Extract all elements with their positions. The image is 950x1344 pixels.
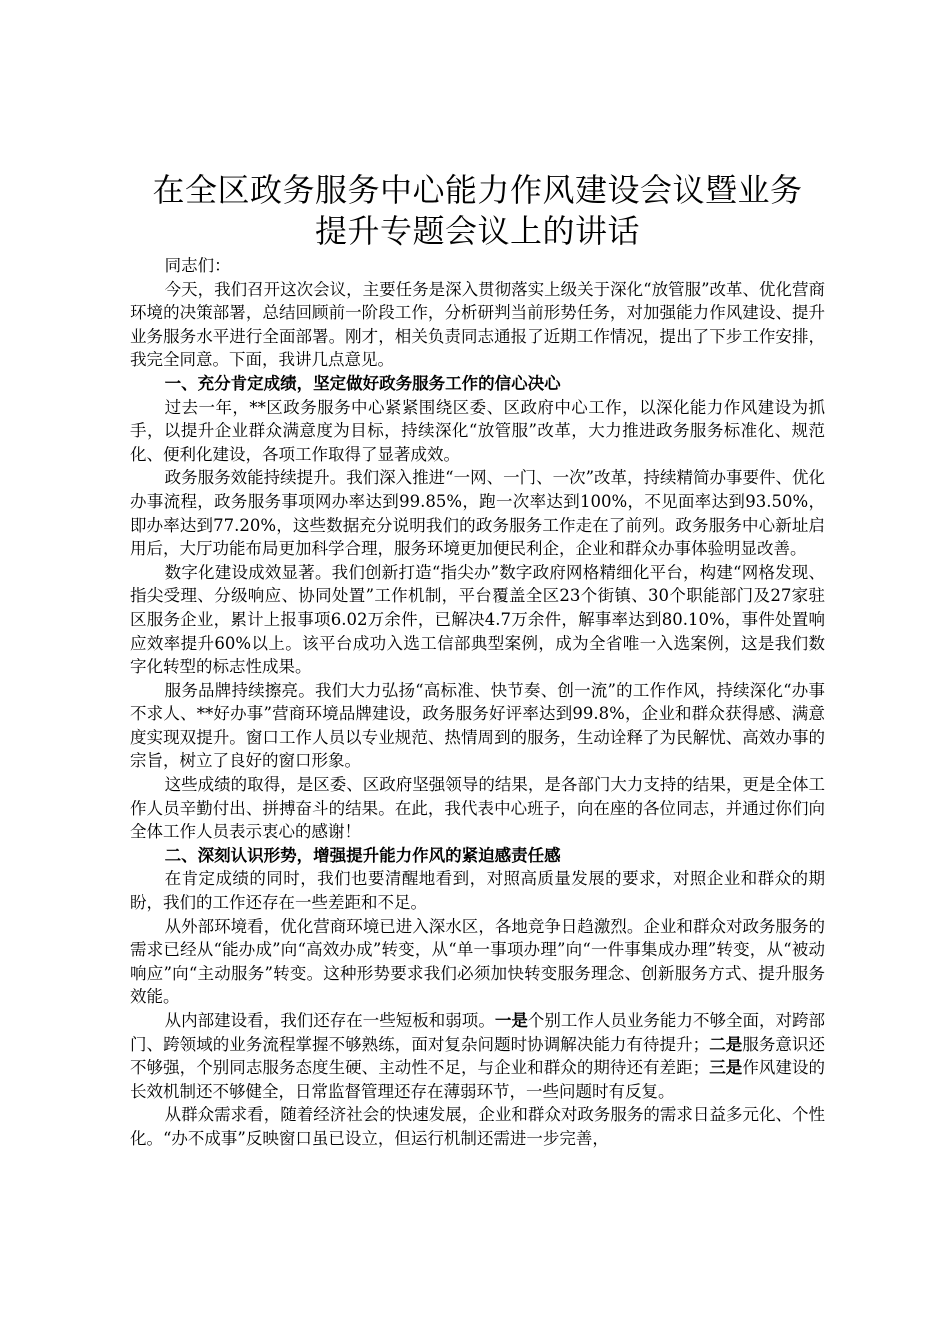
section-1-paragraph-2: 政务服务效能持续提升。我们深入推进“一网、一门、一次”改革，持续精简办事要件、优化办事流程，政务服务事项网办率达到99.85%，跑一次率达到100%，不见面率达到93.50%，即办率达到77.20%，这些数据充分说明我们的政务服务工作走在了前列。政务服务中心新址启用后，大厅功能布局更加科学合理，服务环境更加便民利企，企业和群众办事体验明显改善。 bbox=[130, 468, 826, 559]
point-2-lead: 二是 bbox=[709, 1034, 743, 1054]
section-2-paragraph-1: 在肯定成绩的同时，我们也要清醒地看到，对照高质量发展的要求，对照企业和群众的期盼，我们的工作还存在一些差距和不足。 bbox=[130, 869, 825, 913]
point-3-text: 作风建设的长效机制还不够健全，日常监督管理还存在薄弱环节，一些问题时有反复。 bbox=[130, 1058, 826, 1101]
section-2-paragraph-4: 从群众需求看，随着经济社会的快速发展，企业和群众对政务服务的需求日益多元化、个性化。“办不成事”反映窗口虽已设立，但运行机制还需进一步完善， bbox=[130, 1105, 825, 1148]
section-1-paragraph-1: 过去一年，**区政务服务中心紧紧围绕区委、区政府中心工作，以深化能力作风建设为抓手，以提升企业群众满意度为目标，持续深化“放管服”改革，大力推进政务服务标准化、规范化、便利化建设，各项工作取得了显著成效。 bbox=[130, 397, 825, 464]
document-title bbox=[130, 170, 825, 252]
point-1-lead: 一是 bbox=[494, 1011, 528, 1030]
title-line-1: 在全区政务服务中心能力作风建设会议暨业务 bbox=[152, 171, 803, 209]
title-line-2: 提升专题会议上的讲话 bbox=[314, 212, 640, 250]
intro-paragraph: 今天，我们召开这次会议，主要任务是深入贯彻落实上级关于深化“放管服”改革、优化营商环境的决策部署，总结回顾前一阶段工作，分析研判当前形势任务，对加强能力作风建设、提升业务服务水平进行全面部署。刚才，相关负责同志通报了近期工作情况，提出了下步工作安排，我完全同意。下面，我讲几点意见。 bbox=[130, 279, 826, 370]
section-2-paragraph-2: 从外部环境看，优化营商环境已进入深水区，各地竞争日趋激烈。企业和群众对政务服务的需求已经从“能办成”向“高效办成”转变，从“单一事项办理”向“一件事集成办理”转变，从“被动响应”向“主动服务”转变。这种形势要求我们必须加快转变服务理念、创新服务方式、提升服务效能。 bbox=[130, 916, 825, 1007]
section-2-heading: 二、深刻认识形势，增强提升能力作风的紧迫感责任感 bbox=[164, 845, 561, 865]
point-1-text: 个别工作人员业务能力不够全面，对跨部门、跨领域的业务流程掌握不够熟练，面对复杂问题时协调解决能力有待提升； bbox=[130, 1011, 826, 1054]
section-1-heading: 一、充分肯定成绩，坚定做好政务服务工作的信心决心 bbox=[164, 373, 561, 393]
section-2-paragraph-3 bbox=[130, 1009, 825, 1103]
point-2-text: 服务意识还不够强，个别同志服务态度生硬、主动性不足，与企业和群众的期待还有差距； bbox=[130, 1034, 826, 1078]
point-3-lead: 三是 bbox=[709, 1058, 743, 1078]
section-1-paragraph-4: 服务品牌持续擦亮。我们大力弘扬“高标准、快节奏、创一流”的工作作风，持续深化“办事不求人、**好办事”营商环境品牌建设，政务服务好评率达到99.8%，企业和群众获得感、满意度实现双提升。窗口工作人员以专业规范、热情周到的服务，生动诠释了为民解忧、高效办事的宗旨，树立了良好的窗口形象。 bbox=[130, 680, 825, 771]
section-1-paragraph-3: 数字化建设成效显著。我们创新打造“指尖办”数字政府网格精细化平台，构建“网格发现、指尖受理、分级响应、协同处置”工作机制，平台覆盖全区23个街镇、30个职能部门及27家驻区服务企业，累计上报事项6.02万余件，已解决4.7万余件，解事率达到80.10%，事件处置响应效率提升60%以上。该平台成功入选工信部典型案例，成为全省唯一入选案例，这是我们数字化转型的标志性成果。 bbox=[130, 562, 825, 677]
document-body bbox=[130, 254, 825, 1151]
document-page bbox=[130, 170, 825, 1151]
section-1-paragraph-5: 这些成绩的取得，是区委、区政府坚强领导的结果，是各部门大力支持的结果，更是全体工作人员辛勤付出、拼搏奋斗的结果。在此，我代表中心班子，向在座的各位同志，并通过你们向全体工作人员表示衷心的感谢！ bbox=[130, 775, 825, 842]
section-2-paragraph-3-intro: 从内部建设看，我们还存在一些短板和弱项。 bbox=[164, 1011, 495, 1030]
salutation: 同志们： bbox=[164, 256, 231, 275]
